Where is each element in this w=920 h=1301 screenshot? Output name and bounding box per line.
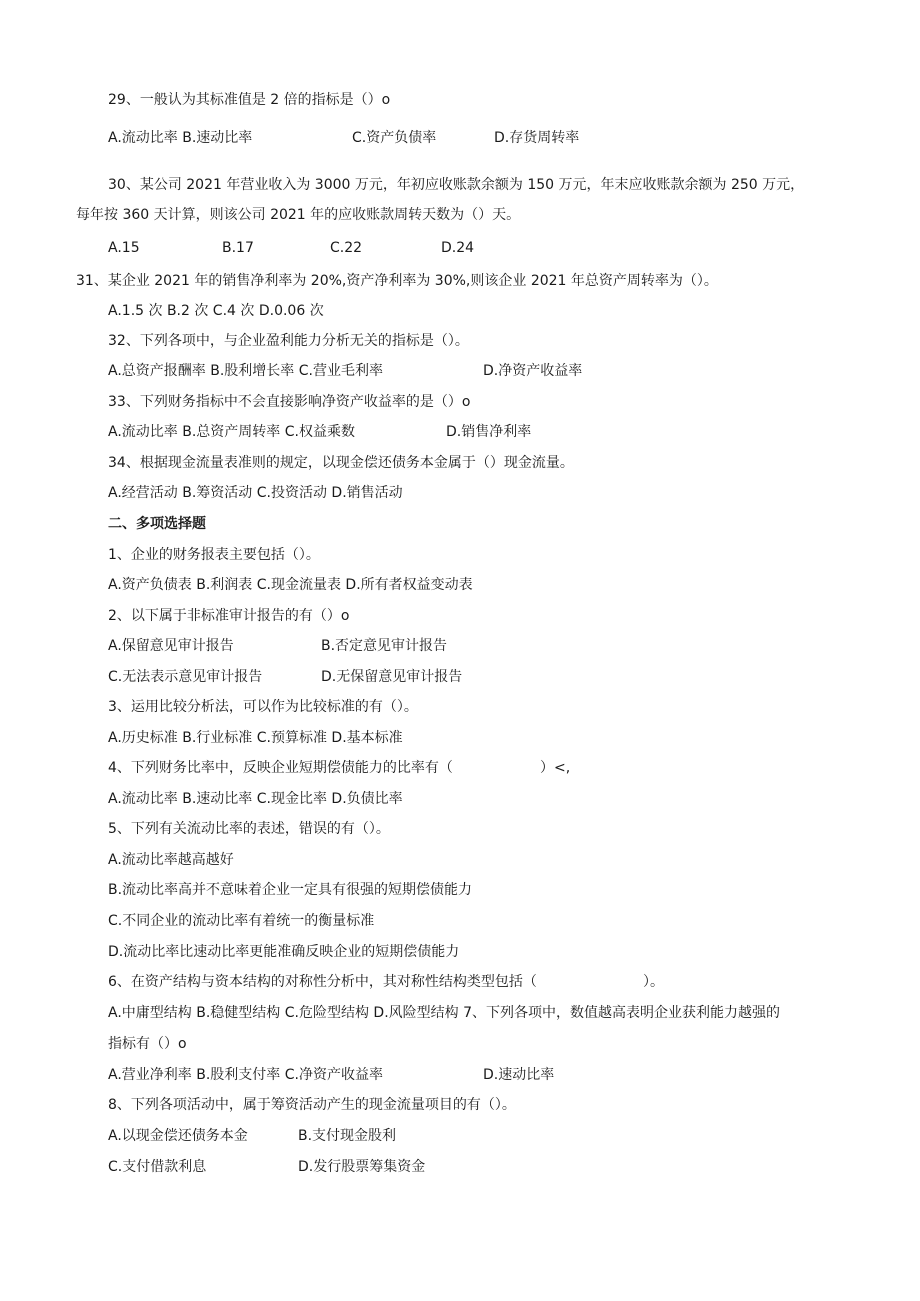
q31-options: A.1.5 次 B.2 次 C.4 次 D.0.06 次 [108, 303, 324, 319]
m8-option-c: C.支付借款利息 [108, 1159, 207, 1175]
m8-option-a: A.以现金偿还债务本金 [108, 1128, 248, 1144]
m5-option-a: A.流动比率越高越好 [108, 852, 234, 868]
multi-question-4: 4、下列财务比率中，反映企业短期偿债能力的比率有（ [108, 760, 453, 776]
multi-question-5: 5、下列有关流动比率的表述，错误的有（）。 [108, 821, 390, 837]
m1-options: A.资产负债表 B.利润表 C.现金流量表 D.所有者权益变动表 [108, 577, 473, 593]
m7-option-d: D.速动比率 [483, 1067, 555, 1083]
m5-option-d: D.流动比率比速动比率更能准确反映企业的短期偿债能力 [108, 944, 460, 960]
q34-options: A.经营活动 B.筹资活动 C.投资活动 D.销售活动 [108, 485, 403, 501]
question-30-line2: 每年按 360 天计算，则该公司 2021 年的应收账款周转天数为（）天。 [76, 207, 521, 223]
multi-question-4-tail: ）<, [540, 760, 571, 776]
m4-options: A.流动比率 B.速动比率 C.现金比率 D.负债比率 [108, 791, 403, 807]
m2-option-b: B.否定意见审计报告 [321, 638, 448, 654]
q30-option-d: D.24 [441, 240, 475, 256]
m7-options-abc: A.营业净利率 B.股利支付率 C.净资产收益率 [108, 1067, 383, 1083]
q29-option-c: C.资产负债率 [352, 130, 437, 146]
m5-option-c: C.不同企业的流动比率有着统一的衡量标准 [108, 913, 375, 929]
multi-question-8: 8、下列各项活动中，属于筹资活动产生的现金流量项目的有（）。 [108, 1097, 516, 1113]
m8-option-d: D.发行股票筹集资金 [298, 1159, 426, 1175]
question-33: 33、下列财务指标中不会直接影响净资产收益率的是（）o [108, 394, 471, 410]
m5-option-b: B.流动比率高并不意味着企业一定具有很强的短期偿债能力 [108, 882, 473, 898]
q30-option-c: C.22 [330, 240, 363, 256]
multi-question-6-tail: ）。 [643, 974, 664, 990]
question-30-line1: 30、某公司 2021 年营业收入为 3000 万元，年初应收账款余额为 150 万元，年末应收账款余额为 250 万元， [108, 177, 805, 193]
m2-option-a: A.保留意见审计报告 [108, 638, 234, 654]
multi-question-1: 1、企业的财务报表主要包括（）。 [108, 547, 320, 563]
m2-option-d: D.无保留意见审计报告 [321, 669, 463, 685]
m3-options: A.历史标准 B.行业标准 C.预算标准 D.基本标准 [108, 730, 403, 746]
question-34: 34、根据现金流量表准则的规定，以现金偿还债务本金属于（）现金流量。 [108, 455, 574, 471]
multi-question-6: 6、在资产结构与资本结构的对称性分析中，其对称性结构类型包括（ [108, 974, 537, 990]
q30-option-b: B.17 [222, 240, 254, 256]
m8-option-b: B.支付现金股利 [298, 1128, 397, 1144]
multi-question-7-cont: 指标有（）o [108, 1036, 187, 1052]
m6-options-and-question-7: A.中庸型结构 B.稳健型结构 C.危险型结构 D.风险型结构 7、下列各项中，数值越高表明企业获利能力越强的 [108, 1005, 780, 1021]
q32-options-abc: A.总资产报酬率 B.股利增长率 C.营业毛利率 [108, 363, 383, 379]
section-heading-multiple-choice: 二、多项选择题 [108, 516, 206, 532]
q29-options-ab: A.流动比率 B.速动比率 [108, 130, 253, 146]
q32-option-d: D.净资产收益率 [483, 363, 583, 379]
q30-option-a: A.15 [108, 240, 140, 256]
multi-question-3: 3、运用比较分析法，可以作为比较标准的有（）。 [108, 699, 418, 715]
question-32: 32、下列各项中，与企业盈利能力分析无关的指标是（）。 [108, 333, 469, 349]
q33-options-abc: A.流动比率 B.总资产周转率 C.权益乘数 [108, 424, 355, 440]
multi-question-2: 2、以下属于非标准审计报告的有（）o [108, 608, 350, 624]
question-29: 29、一般认为其标准值是 2 倍的指标是（）o [108, 92, 391, 108]
q29-option-d: D.存货周转率 [494, 130, 580, 146]
m2-option-c: C.无法表示意见审计报告 [108, 669, 263, 685]
q33-option-d: D.销售净利率 [446, 424, 532, 440]
question-31: 31、某企业 2021 年的销售净利率为 20%,资产净利率为 30%,则该企业 2021 年总资产周转率为（）。 [76, 273, 718, 289]
